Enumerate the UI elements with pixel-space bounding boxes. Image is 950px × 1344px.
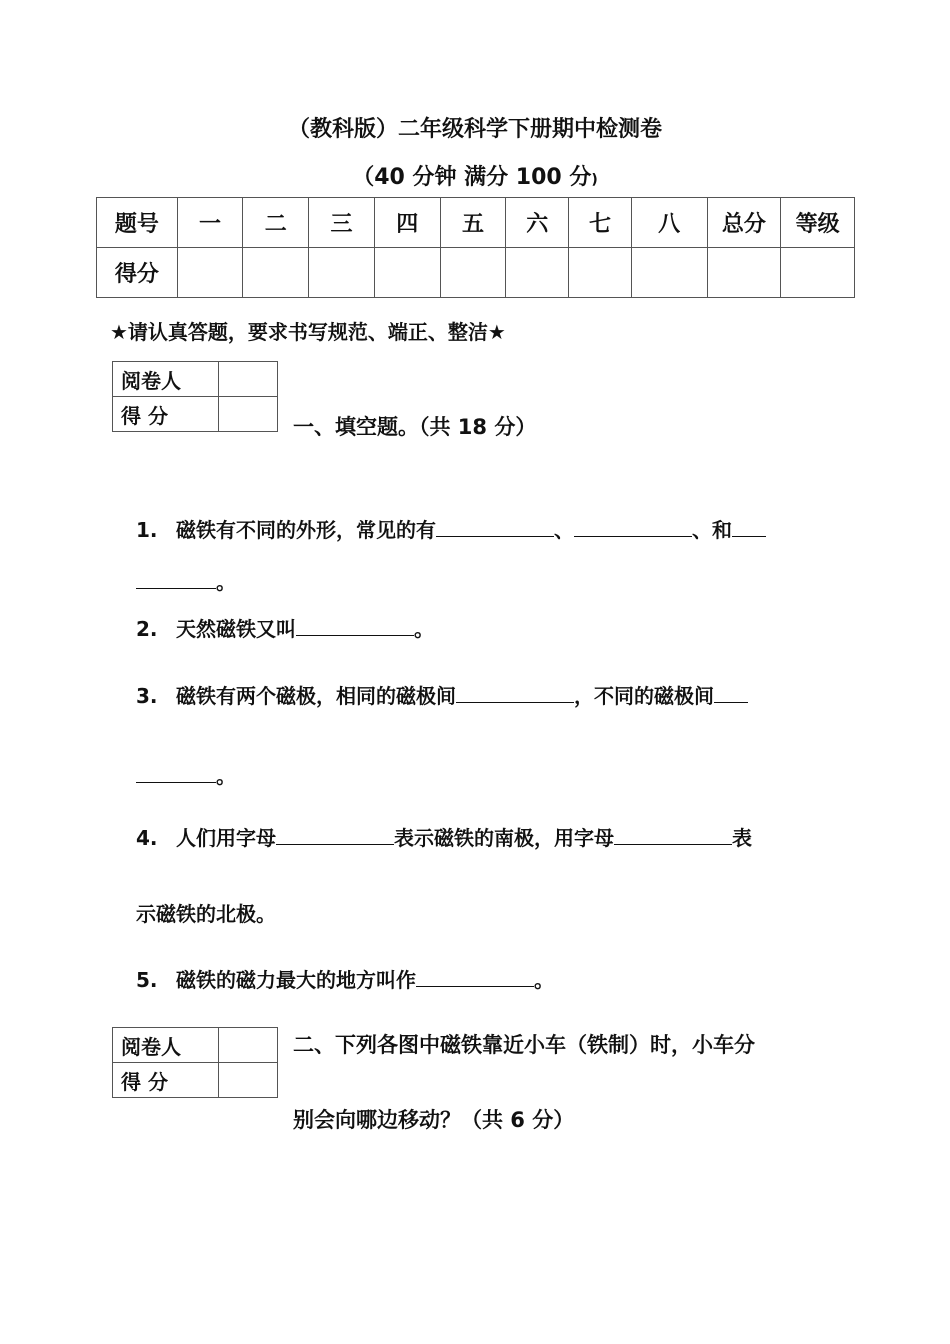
grader-score-label: 得 分: [113, 397, 219, 432]
subtitle-main: （40 分钟 满分 100 分: [352, 165, 592, 190]
score-cell[interactable]: [569, 248, 632, 298]
score-header-cell: 二: [243, 198, 309, 248]
page-title: （教科版）二年级科学下册期中检测卷: [287, 117, 662, 142]
score-header-cell: 一: [177, 198, 243, 248]
q4-blank-2[interactable]: [614, 824, 732, 845]
question-3: [136, 680, 748, 709]
q3-number: 3.: [136, 684, 158, 708]
score-row-label: 得分: [97, 248, 178, 298]
score-header-cell: 四: [374, 198, 440, 248]
grader-score-label: 得 分: [113, 1063, 219, 1098]
score-header-cell: 五: [440, 198, 506, 248]
score-header-cell: 总分: [707, 198, 781, 248]
grader-reviewer-cell[interactable]: [219, 362, 278, 397]
q1-blank-3-cont[interactable]: [136, 568, 216, 589]
score-header-cell: 七: [569, 198, 632, 248]
score-cell[interactable]: [440, 248, 506, 298]
score-header-cell: 等级: [781, 198, 855, 248]
q3-text-b: ，不同的磁极间: [574, 684, 714, 708]
section1-heading: 一、填空题。（共 18 分）: [293, 415, 537, 439]
score-table: [96, 197, 855, 298]
q3-end: 。: [216, 764, 236, 788]
q2-blank[interactable]: [296, 615, 414, 636]
section2-heading-line1: 二、下列各图中磁铁靠近小车（铁制）时，小车分: [293, 1033, 755, 1057]
subtitle-close: ): [591, 172, 598, 188]
score-cell[interactable]: [631, 248, 707, 298]
question-1-cont: [136, 566, 236, 595]
score-cell[interactable]: [309, 248, 375, 298]
q5-text: 磁铁的磁力最大的地方叫作: [176, 968, 416, 992]
page-subtitle: [0, 160, 950, 191]
q3-blank-2-cont[interactable]: [136, 762, 216, 783]
instruction: ★请认真答题，要求书写规范、端正、整洁★: [110, 320, 506, 344]
q4-text-b: 表示磁铁的南极，用字母: [394, 826, 614, 850]
question-3-cont: [136, 760, 236, 789]
q4-text-a: 人们用字母: [176, 826, 276, 850]
grader-reviewer-cell[interactable]: [219, 1028, 278, 1063]
score-cell[interactable]: [177, 248, 243, 298]
grader-box-2: [112, 1027, 278, 1098]
score-cell[interactable]: [506, 248, 569, 298]
grader-score-cell[interactable]: [219, 397, 278, 432]
score-header-cell: 三: [309, 198, 375, 248]
q1-blank-2[interactable]: [574, 516, 692, 537]
q3-text-a: 磁铁有两个磁极，相同的磁极间: [176, 684, 456, 708]
q1-sep-2: 、和: [692, 518, 732, 542]
q5-blank[interactable]: [416, 966, 534, 987]
q5-end: 。: [534, 968, 554, 992]
score-header-cell: 题号: [97, 198, 178, 248]
q2-number: 2.: [136, 617, 158, 641]
score-cell[interactable]: [374, 248, 440, 298]
grader-reviewer-label: 阅卷人: [113, 1028, 219, 1063]
q1-number: 1.: [136, 518, 158, 542]
q4-blank-1[interactable]: [276, 824, 394, 845]
q1-text: 磁铁有不同的外形，常见的有: [176, 518, 436, 542]
grader-box-1: [112, 361, 278, 432]
q1-end: 。: [216, 570, 236, 594]
score-table-header-row: [97, 198, 855, 248]
q1-blank-1[interactable]: [436, 516, 554, 537]
question-1: [136, 514, 766, 543]
q4-number: 4.: [136, 826, 158, 850]
q2-text: 天然磁铁又叫: [176, 617, 296, 641]
section2-heading-line2: 别会向哪边移动？（共 6 分）: [293, 1108, 575, 1132]
q3-blank-2[interactable]: [714, 682, 748, 703]
q1-blank-3[interactable]: [732, 516, 766, 537]
score-cell[interactable]: [781, 248, 855, 298]
score-table-score-row: [97, 248, 855, 298]
question-4-cont: 示磁铁的北极。: [136, 902, 276, 926]
grader-score-cell[interactable]: [219, 1063, 278, 1098]
question-2: [136, 613, 434, 642]
q2-end: 。: [414, 617, 434, 641]
q4-text-c: 表: [732, 826, 752, 850]
question-4: [136, 822, 752, 851]
score-cell[interactable]: [707, 248, 781, 298]
q3-blank-1[interactable]: [456, 682, 574, 703]
question-5: [136, 964, 554, 993]
grader-reviewer-label: 阅卷人: [113, 362, 219, 397]
q5-number: 5.: [136, 968, 158, 992]
score-header-cell: 八: [631, 198, 707, 248]
q1-sep-1: 、: [554, 518, 574, 542]
score-cell[interactable]: [243, 248, 309, 298]
score-header-cell: 六: [506, 198, 569, 248]
